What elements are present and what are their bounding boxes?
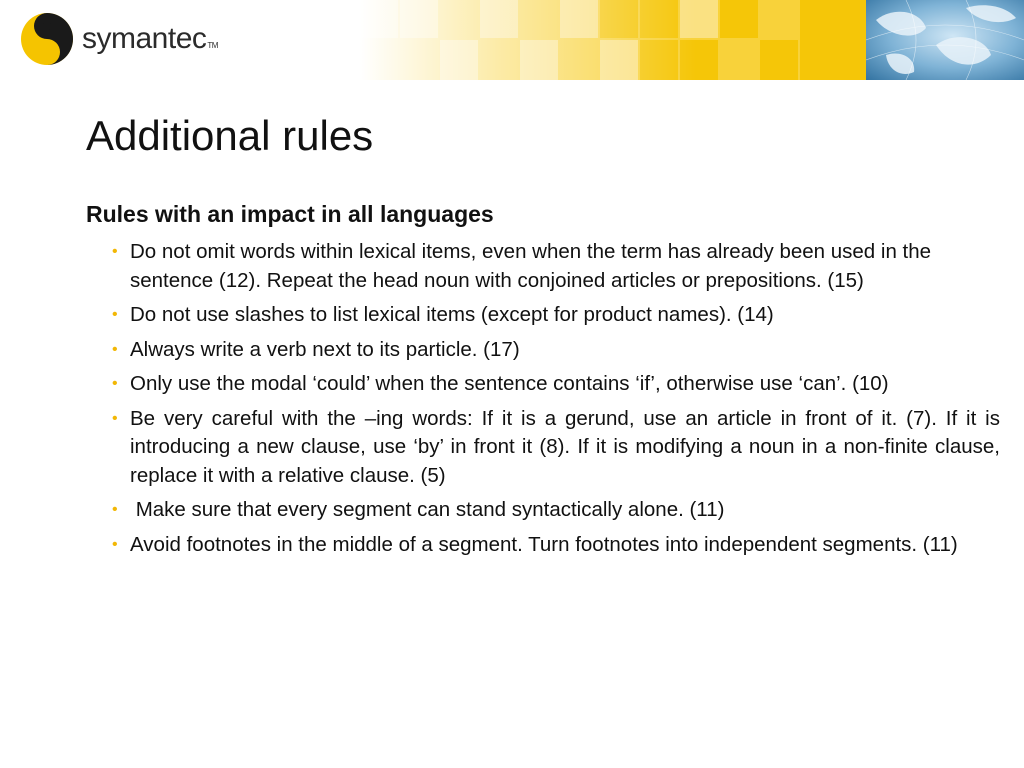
rule-text: Do not omit words within lexical items, even when the term has already been used in the sentence (12). Repeat the head noun with conjoined articles or prepositions. (15) [130,240,932,292]
rule-text: Always write a verb next to its particle. (17) [130,337,520,361]
bullet-icon: • [112,243,118,260]
symantec-logo-icon [20,12,74,66]
rule-text: Do not use slashes to list lexical items (except for product names). (14) [130,303,774,326]
rule-text: Only use the modal ‘could’ when the sentence contains ‘if’, otherwise use ‘can’. (10) [130,372,889,395]
header-banner [0,0,1024,80]
rule-text: Avoid footnotes in the middle of a segment. Turn footnotes into independent segments. (11) [130,532,958,556]
bullet-icon: • [112,306,118,323]
rule-item [108,496,1000,525]
bullet-icon: • [112,340,118,358]
rule-text: Make sure that every segment can stand syntactically alone. (11) [130,498,725,521]
rule-text: Be very careful with the –ing words: If it is a gerund, use an article in front of it. (7). If it is introducing a new clause, use ‘by’ in front it (8). If it is modifying a noun in a non-finite clause, replace it with a relative clause. (5) [130,406,1000,487]
rules-list [108,238,1000,565]
rule-item [108,405,1000,491]
logo-brand-text: symantec [82,22,207,55]
symantec-logo [20,12,225,68]
bullet-icon: • [112,409,118,427]
bullet-icon: • [112,501,118,518]
slide-title: Additional rules [86,112,374,159]
logo-tm: TM [207,41,218,50]
rule-item [108,238,1000,295]
rule-item [108,370,1000,399]
logo-wordmark [82,22,217,63]
bullet-icon: • [112,535,118,553]
bullet-icon: • [112,375,118,392]
rule-item [108,336,1000,365]
yellow-tiles-decoration [360,0,920,80]
section-heading: Rules with an impact in all languages [86,201,494,227]
globe-image [866,0,1024,80]
rule-item [108,531,1000,560]
rule-item [108,301,1000,330]
